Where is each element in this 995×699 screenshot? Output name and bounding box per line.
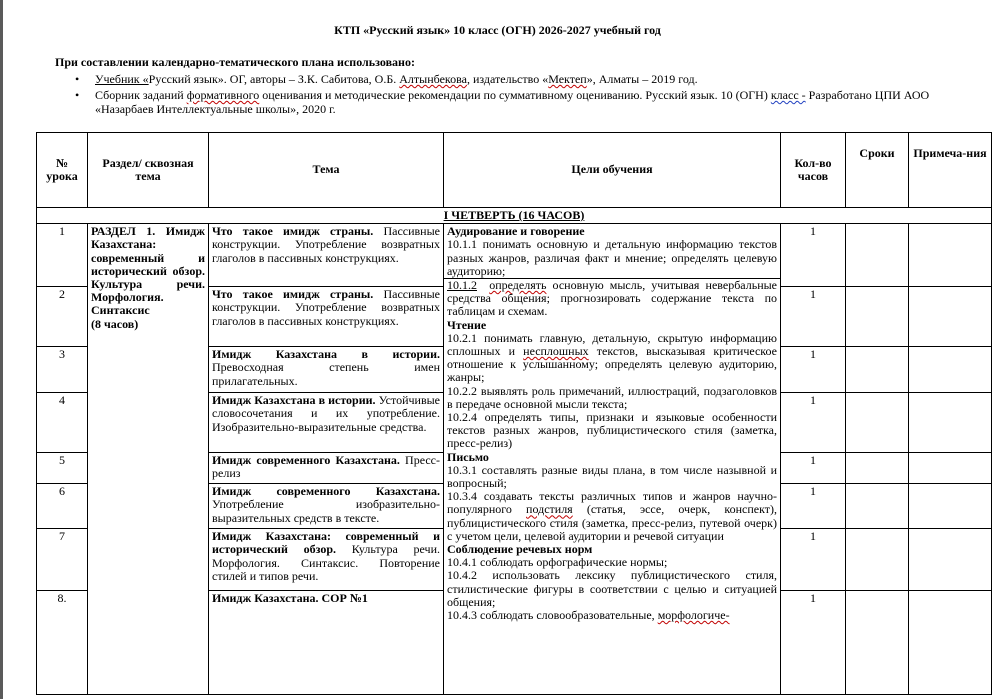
section-hours: (8 часов) — [91, 316, 139, 331]
topic-cell: Что такое имидж страны. Пассивные конструкции. Употребление возвратных глаголов в пассивных конструкциях. — [209, 287, 444, 347]
topic-cell: Имидж современного Казахстана. Пресс-релиз — [209, 453, 444, 484]
header-topic: Тема — [209, 133, 444, 208]
bullet-icon: • — [75, 88, 80, 102]
intro-heading: При составлении календарно-тематического плана использовано: — [55, 55, 415, 69]
header-hours: Кол-во часов — [781, 133, 846, 208]
document-title: КТП «Русский язык» 10 класс (ОГН) 2026-2027 учебный год — [334, 23, 661, 37]
bullet-icon: • — [75, 72, 80, 86]
header-notes: Примеча-ния — [909, 133, 992, 208]
table-row: 2 Что такое имидж страны. Пассивные конструкции. Употребление возвратных глаголов в пассивных конструкциях. 1 — [37, 287, 992, 347]
sources-list — [75, 72, 980, 118]
quarter-title: I ЧЕТВЕРТЬ (16 ЧАСОВ) — [443, 208, 585, 222]
topic-cell: Что такое имидж страны. Пассивные конструкции. Употребление возвратных глаголов в пассивных конструкциях. — [209, 224, 444, 287]
table-row: 7 Имидж Казахстана: современный и исторический обзор. Культура речи. Морфология. Синтаксис. Повторение стилей и типов речи. 1 — [37, 529, 992, 591]
plan-table — [36, 132, 992, 695]
topic-cell: Имидж Казахстана в истории. Устойчивые словосочетания и их употребление. Изобразительно-выразительные средства. — [209, 393, 444, 453]
table-row: 5 Имидж современного Казахстана. Пресс-релиз 1 — [37, 453, 992, 484]
table-header-row — [37, 133, 992, 208]
topic-cell: Имидж Казахстана в истории. Превосходная степень имен прилагательных. — [209, 347, 444, 393]
table-row: 6 Имидж современного Казахстана. Употребление изобразительно-выразительных средств в тексте. 1 — [37, 484, 992, 529]
table-row: 1 РАЗДЕЛ 1. Имидж Казахстана: современный и исторический обзор. Культура речи. Морфология. Синтаксис (8 часов) Что такое имидж страны. Пассивные конструкции. Употребление возвратных глаголов в пассивных конструкциях. Аудирование и говорение 10.1.1 понимать основную и детальную информацию текстов разных жанров, различая факт и мнение; определять целевую аудиторию; 10.1.2 определять основную мысль, учитывая невербальные средства общения; прогнозировать содержание текста по таблицам и схемам. Чтение 10.2.1 понимать главную, детальную, скрытую информацию сплошных и несплошных текстов, высказывая критическое отношение к услышанному; определять целевую аудиторию, жанры; 10.2.2 выявлять роль примечаний, иллюстраций, подзаголовков в передаче основной мысли текста; 10.2.4 определять типы, признаки и языковые особенности текстов разных жанров, публицистического стиля (заметка, пресс-релиз) Письмо 10.3.1 составлять разные виды плана, в том числе назывной и вопросный; 10.3.4 создавать тексты различных типов и жанров научно-популярного подстиля (статья, эссе, очерк, конспект), публицистического стиля (заметка, пресс-релиз, путевой очерк) с учетом цели, целевой аудитории и речевой ситуации Соблюдение речевых норм 10.4.1 соблюдать орфографические нормы; 10.4.2 использовать лексику публицистического стиля, стилистические фигуры в соответствии с целью и ситуацией общения; 10.4.3 соблюдать словообразовательные, морфологиче- 1 — [37, 224, 992, 287]
topic-cell: Имидж Казахстана: современный и исторический обзор. Культура речи. Морфология. Синтаксис. Повторение стилей и типов речи. — [209, 529, 444, 591]
quarter-row — [37, 208, 992, 224]
header-section: Раздел/ сквозная тема — [88, 133, 209, 208]
topic-cell: Имидж современного Казахстана. Употребление изобразительно-выразительных средств в тексте. — [209, 484, 444, 529]
source-item-textbook: • Учебник «Русский язык». ОГ, авторы – З.К. Сабитова, О.Б. Алтынбекова, издательство «Мектеп», Алматы – 2019 год. — [75, 72, 698, 86]
header-num: № урока — [37, 133, 88, 208]
topic-cell: Имидж Казахстана. СОР №1 — [209, 591, 444, 695]
table-row: 8. Имидж Казахстана. СОР №1 1 — [37, 591, 992, 695]
section-cell — [88, 224, 209, 695]
header-goals: Цели обучения — [444, 133, 781, 208]
source-item-tasks: • Сборник заданий формативного оценивания и методические рекомендации по суммативному оцениванию. Русский язык. 10 (ОГН) класс - Разработано ЦПИ АОО «Назарбаев Интеллектуальные школы», 2020 г. — [75, 88, 930, 116]
table-row: 4 Имидж Казахстана в истории. Устойчивые словосочетания и их употребление. Изобразительно-выразительные средства. 1 — [37, 393, 992, 453]
table-row: 3 Имидж Казахстана в истории. Превосходная степень имен прилагательных. 1 — [37, 347, 992, 393]
goals-cell: Аудирование и говорение 10.1.1 понимать основную и детальную информацию текстов разных жанров, различая факт и мнение; определять целевую аудиторию; 10.1.2 определять основную мысль, учитывая невербальные средства общения; прогнозировать содержание текста по таблицам и схемам. Чтение 10.2.1 понимать главную, детальную, скрытую информацию сплошных и несплошных текстов, высказывая критическое отношение к услышанному; определять целевую аудиторию, жанры; 10.2.2 выявлять роль примечаний, иллюстраций, подзаголовков в передаче основной мысли текста; 10.2.4 определять типы, признаки и языковые особенности текстов разных жанров, публицистического стиля (заметка, пресс-релиз) Письмо 10.3.1 составлять разные виды плана, в том числе назывной и вопросный; 10.3.4 создавать тексты различных типов и жанров научно-популярного подстиля (статья, эссе, очерк, конспект), публицистического стиля (заметка, пресс-релиз, путевой очерк) с учетом цели, целевой аудитории и речевой ситуации Соблюдение речевых норм 10.4.1 соблюдать орфографические нормы; 10.4.2 использовать лексику публицистического стиля, стилистические фигуры в соответствии с целью и ситуацией общения; 10.4.3 соблюдать словообразовательные, морфологиче- — [444, 224, 781, 695]
section-title: РАЗДЕЛ 1. Имидж Казахстана: современный и исторический обзор. Культура речи. Морфология. Синтаксис — [91, 224, 205, 318]
header-dates: Сроки — [846, 133, 909, 208]
